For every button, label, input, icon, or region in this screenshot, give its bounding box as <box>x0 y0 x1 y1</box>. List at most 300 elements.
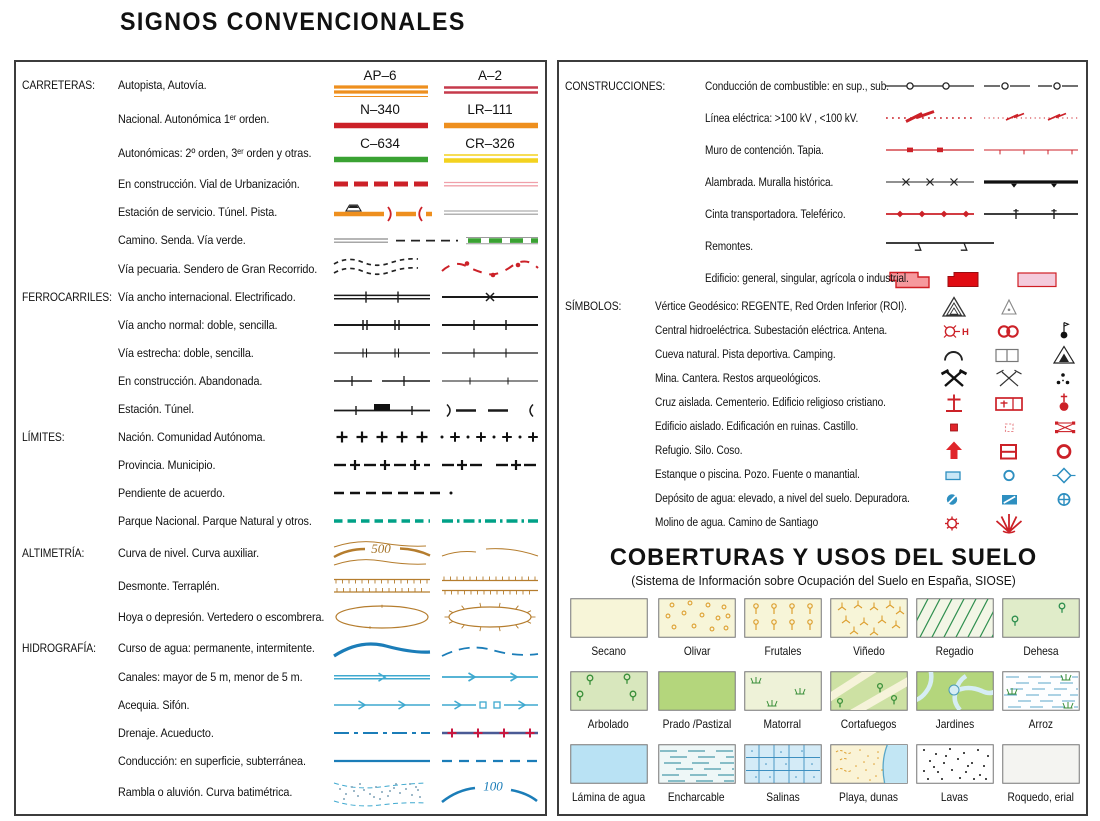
label-cell <box>118 203 330 221</box>
con-wall-icon <box>882 135 1082 165</box>
hyd-watercourse-icon <box>330 633 542 663</box>
roads-motorway-icon <box>330 68 542 102</box>
symbol-cell <box>330 367 542 395</box>
section-label: FERROCARRILES: <box>22 290 112 304</box>
legend-label: Refugio. Silo. Coso. <box>655 443 743 457</box>
legend-row <box>22 601 543 633</box>
hyd-ditch-icon <box>330 691 542 719</box>
label-cell <box>118 344 330 362</box>
legend-row <box>22 254 543 283</box>
lc-lamina-icon <box>570 744 648 784</box>
label-cell <box>118 696 330 714</box>
legend-label: Cueva natural. Pista deportiva. Camping. <box>655 347 836 361</box>
legend-row <box>22 775 543 809</box>
swatch-cell <box>744 671 822 716</box>
symbol-cell <box>882 231 1082 261</box>
swatch-label: Lámina de agua <box>571 791 646 804</box>
limit-province-icon <box>330 451 542 479</box>
landcover-item <box>657 671 736 731</box>
rail-intl-icon <box>330 283 542 311</box>
lc-matorral-icon <box>744 671 822 711</box>
swatch-label: Dehesa <box>1022 645 1059 658</box>
lc-cortafuegos-icon <box>830 671 908 711</box>
legend-label: Edificio: general, singular, agrícola o industrial. <box>705 271 909 285</box>
sy-geodesic-icon <box>924 295 1082 318</box>
con-conveyor-icon <box>882 199 1082 229</box>
label-cell <box>705 141 882 159</box>
symbol-cell <box>330 170 542 198</box>
roads-path-greenway-icon <box>330 226 542 254</box>
symbol-text: LR–111 <box>467 102 513 117</box>
legend-label: Muro de contención. Tapia. <box>705 143 824 157</box>
sy-watertank-icon <box>924 487 1082 510</box>
symbol-cell <box>330 136 542 170</box>
legend-label: Autonómicas: 2º orden, 3ᵉʳ orden y otras. <box>118 146 312 160</box>
label-cell <box>655 321 924 339</box>
legend-label: Parque Nacional. Parque Natural y otros. <box>118 514 312 528</box>
swatch-cell <box>830 744 908 789</box>
legend-label: Mina. Cantera. Restos arqueológicos. <box>655 371 821 385</box>
symbol-text: A–2 <box>477 68 503 83</box>
symbol-cell <box>882 199 1082 229</box>
legend-row <box>565 102 1082 134</box>
legend-label: Camino. Senda. Vía verde. <box>118 233 246 247</box>
legend-row <box>22 663 543 691</box>
symbol-text: C–634 <box>360 136 400 151</box>
section-label: CARRETERAS: <box>22 78 95 92</box>
symbol-cell <box>882 167 1082 197</box>
swatch-cell <box>658 598 736 643</box>
label-cell <box>655 369 924 387</box>
sy-watermill-icon <box>924 511 1082 534</box>
sy-pond-icon <box>924 463 1082 486</box>
legend-row <box>22 571 543 601</box>
label-cell <box>118 639 330 657</box>
legend-row <box>565 262 1082 294</box>
swatch-label: Encharcable <box>668 791 725 804</box>
legend-label: Vía pecuaria. Sendero de Gran Recorrido. <box>118 261 318 276</box>
con-buildings-icon <box>882 263 1082 293</box>
label-cell <box>118 668 330 686</box>
symbol-cell <box>330 283 542 311</box>
label-cell <box>655 513 924 531</box>
sy-cross-icon <box>924 391 1082 414</box>
legend-label: Línea eléctrica: >100 kV , <100 kV. <box>705 111 859 125</box>
symbol-cell <box>924 511 1082 534</box>
con-power-icon <box>882 103 1082 133</box>
landcover-item <box>567 598 650 658</box>
symbol-cell <box>882 135 1082 165</box>
swatch-label: Frutales <box>764 645 802 658</box>
rail-narrow-icon <box>330 339 542 367</box>
label-cell <box>118 544 330 562</box>
symbol-cell <box>882 103 1082 133</box>
label-cell <box>118 260 330 278</box>
legend-label: Curso de agua: permanente, intermitente. <box>118 641 315 655</box>
legend-label: Provincia. Municipio. <box>118 458 216 472</box>
symbol-cell <box>330 339 542 367</box>
lc-playa-icon <box>830 744 908 784</box>
symbol-text: AP–6 <box>363 68 397 83</box>
lc-roquedo-icon <box>1002 744 1080 784</box>
rail-normal-icon <box>330 311 542 339</box>
lc-lavas-icon <box>916 744 994 784</box>
limit-park-icon <box>330 507 542 535</box>
lc-secano-icon <box>570 598 648 638</box>
landcover-item <box>567 671 650 731</box>
legend-label: Molino de agua. Camino de Santiago <box>655 515 819 529</box>
label-cell <box>118 110 330 128</box>
category-cell <box>22 544 118 562</box>
legend-label: Remontes. <box>705 239 754 253</box>
sy-refuge-icon <box>924 439 1082 462</box>
legend-label: Hoya o depresión. Vertedero o escombrera. <box>118 610 325 624</box>
symbol-cell <box>330 68 542 102</box>
legend-row <box>22 451 543 479</box>
rail-station-tunnel-icon <box>330 395 542 423</box>
landcover-item <box>1001 598 1080 658</box>
lc-regadio-icon <box>916 598 994 638</box>
landcover-item <box>657 744 736 804</box>
label-cell <box>118 512 330 530</box>
symbol-text: CR–326 <box>465 136 515 151</box>
legend-row <box>22 226 543 254</box>
label-cell <box>705 173 882 191</box>
alt-contour-icon <box>330 535 542 571</box>
legend-row <box>565 366 1082 390</box>
legend-label: Canales: mayor de 5 m, menor de 5 m. <box>118 670 303 684</box>
legend-row <box>565 486 1082 510</box>
label-cell <box>655 393 924 411</box>
label-cell <box>118 175 330 193</box>
symbol-cell <box>330 226 542 254</box>
swatch-cell <box>744 744 822 789</box>
symbol-cell <box>924 367 1082 390</box>
lc-olivar-icon <box>658 598 736 638</box>
symbol-cell <box>330 311 542 339</box>
con-fence-icon <box>882 167 1082 197</box>
section-label: HIDROGRAFÍA: <box>22 641 96 655</box>
legend-row <box>565 166 1082 198</box>
sy-mine-icon <box>924 367 1082 390</box>
legend-row <box>22 68 543 102</box>
symbol-cell <box>330 663 542 691</box>
category-cell <box>22 428 118 446</box>
legend-row <box>565 390 1082 414</box>
label-cell <box>655 441 924 459</box>
legend-label: Estación. Túnel. <box>118 402 194 416</box>
legend-row <box>565 510 1082 534</box>
landcover-item <box>743 744 822 804</box>
symbol-cell <box>330 719 542 747</box>
landcover-item <box>743 671 822 731</box>
label-cell <box>118 577 330 595</box>
legend-row <box>22 136 543 170</box>
lc-salinas-icon <box>744 744 822 784</box>
label-cell <box>118 231 330 249</box>
landcover-grid <box>565 592 1082 804</box>
landcover-item <box>915 744 994 804</box>
legend-row <box>22 102 543 136</box>
symbol-cell <box>924 439 1082 462</box>
swatch-label: Regadio <box>935 645 974 658</box>
legend-row <box>565 134 1082 166</box>
legend-row <box>22 719 543 747</box>
swatch-cell <box>1002 598 1080 643</box>
symbol-cell <box>330 395 542 423</box>
swatch-cell <box>1002 671 1080 716</box>
legend-label: Estanque o piscina. Pozo. Fuente o manantial. <box>655 467 860 481</box>
symbol-cell <box>330 479 542 507</box>
section-label: ALTIMETRÍA: <box>22 546 85 560</box>
legend-label: Nación. Comunidad Autónoma. <box>118 430 266 444</box>
category-cell <box>22 76 118 94</box>
roads-livestock-gr-icon <box>330 254 542 283</box>
landcover-item <box>915 671 994 731</box>
lc-jardines-icon <box>916 671 994 711</box>
swatch-cell <box>1002 744 1080 789</box>
legend-row <box>22 479 543 507</box>
hyd-canals-icon <box>330 663 542 691</box>
symbol-cell <box>330 102 542 136</box>
label-cell <box>118 400 330 418</box>
legend-row <box>22 198 543 226</box>
symbol-cell <box>330 747 542 775</box>
landcover-subtitle: (Sistema de Información sobre Ocupación del Suelo en España, SIOSE) <box>631 574 1016 588</box>
legend-row <box>22 283 543 311</box>
symbol-text: N–340 <box>360 102 400 117</box>
symbol-cell <box>924 415 1082 438</box>
swatch-cell <box>744 598 822 643</box>
swatch-cell <box>916 598 994 643</box>
lc-prado-icon <box>658 671 736 711</box>
page-title: SIGNOS CONVENCIONALES <box>120 8 466 36</box>
label-cell <box>118 144 330 162</box>
con-skilift-icon <box>882 231 1082 261</box>
legend-label: Vía ancho internacional. Electrificado. <box>118 290 296 304</box>
legend-label: En construcción. Abandonada. <box>118 374 263 388</box>
symbol-cell <box>330 507 542 535</box>
lc-arbolado-icon <box>570 671 648 711</box>
legend-row <box>22 535 543 571</box>
legend-row <box>22 170 543 198</box>
hydro-h-label: H <box>962 326 969 338</box>
symbol-cell <box>330 423 542 451</box>
category-cell <box>565 297 655 315</box>
legend-row <box>22 507 543 535</box>
swatch-label: Jardines <box>935 718 974 731</box>
label-cell <box>655 417 924 435</box>
symbol-cell <box>924 487 1082 510</box>
label-cell <box>118 608 330 626</box>
label-cell <box>705 269 909 287</box>
symbol-cell <box>924 391 1082 414</box>
lc-frutales-icon <box>744 598 822 638</box>
hyd-conduction-icon <box>330 747 542 775</box>
landcover-item <box>743 598 822 658</box>
legend-label: Nacional. Autonómica 1ᵉʳ orden. <box>118 112 270 126</box>
legend-row <box>565 414 1082 438</box>
label-cell <box>118 76 330 94</box>
landcover-item <box>657 598 736 658</box>
roads-national-icon <box>330 102 542 136</box>
swatch-label: Olivar <box>683 645 710 658</box>
swatch-label: Lavas <box>940 791 969 804</box>
symbol-text: 500 <box>371 541 391 556</box>
symbol-cell <box>330 571 542 601</box>
symbol-cell <box>330 535 542 571</box>
swatch-label: Prado /Pastizal <box>662 718 731 731</box>
swatch-cell <box>658 744 736 789</box>
swatch-cell <box>570 671 648 716</box>
legend-row <box>565 70 1082 102</box>
swatch-label: Roquedo, erial <box>1007 791 1074 804</box>
roads-service-tunnel-icon <box>330 198 542 226</box>
landcover-item <box>1001 744 1080 804</box>
con-fuel-icon <box>882 71 1082 101</box>
swatch-label: Arroz <box>1028 718 1053 731</box>
swatch-label: Matorral <box>763 718 802 731</box>
legend-label: Conducción: en superficie, subterránea. <box>118 754 306 768</box>
legend-label: Conducción de combustible: en sup., sub. <box>705 79 889 93</box>
hyd-wash-icon <box>330 775 542 809</box>
landcover-item <box>829 671 908 731</box>
swatch-cell <box>570 744 648 789</box>
legend-label: Edificio aislado. Edificación en ruinas. Castillo. <box>655 419 859 433</box>
legend-row <box>565 230 1082 262</box>
label-cell <box>118 752 330 770</box>
label-cell <box>705 109 882 127</box>
legend-label: Alambrada. Muralla histórica. <box>705 175 834 189</box>
swatch-cell <box>570 598 648 643</box>
landcover-item <box>829 598 908 658</box>
roads-regional-icon <box>330 136 542 170</box>
legend-label: Desmonte. Terraplén. <box>118 579 220 593</box>
label-cell <box>118 316 330 334</box>
left-panel <box>14 60 547 816</box>
legend-label: Cruz aislada. Cementerio. Edificio religioso cristiano. <box>655 395 886 409</box>
symbol-cell <box>882 71 1082 101</box>
category-cell <box>22 288 118 306</box>
legend-row <box>565 342 1082 366</box>
sy-hydro-icon <box>924 319 1082 342</box>
symbol-cell <box>882 263 1082 293</box>
legend-label: Depósito de agua: elevado, a nivel del suelo. Depuradora. <box>655 491 910 505</box>
swatch-label: Salinas <box>765 791 800 804</box>
legend-label: Curva de nivel. Curva auxiliar. <box>118 546 260 560</box>
label-cell <box>705 237 882 255</box>
legend-label: En construcción. Vial de Urbanización. <box>118 177 300 191</box>
section-label: CONSTRUCCIONES: <box>565 79 666 93</box>
legend-label: Vértice Geodésico: REGENTE, Red Orden Inferior (ROI). <box>655 299 907 313</box>
symbol-cell <box>330 254 542 283</box>
legend-label: Estación de servicio. Túnel. Pista. <box>118 205 278 219</box>
lc-vinedo-icon <box>830 598 908 638</box>
swatch-cell <box>916 671 994 716</box>
label-cell <box>655 465 924 483</box>
legend-label: Vía estrecha: doble, sencilla. <box>118 346 254 360</box>
swatch-label: Cortafuegos <box>840 718 897 731</box>
legend-label: Rambla o aluvión. Curva batimétrica. <box>118 785 293 799</box>
landcover-item <box>829 744 908 804</box>
legend-label: Central hidroeléctrica. Subestación eléctrica. Antena. <box>655 323 888 337</box>
symbol-cell <box>924 319 1082 342</box>
legend-label: Acequia. Sifón. <box>118 698 190 712</box>
section-label: LÍMITES: <box>22 430 65 444</box>
label-cell <box>118 724 330 742</box>
label-cell <box>655 297 924 315</box>
swatch-label: Viñedo <box>852 645 885 658</box>
swatch-cell <box>830 598 908 643</box>
legend-row <box>565 198 1082 230</box>
landcover-title: COBERTURAS Y USOS DEL SUELO <box>609 544 1038 571</box>
symbol-text: 100 <box>483 778 503 794</box>
rail-construction-icon <box>330 367 542 395</box>
label-cell <box>118 783 330 801</box>
label-cell <box>118 372 330 390</box>
legend-row <box>22 691 543 719</box>
section-label: SÍMBOLOS: <box>565 299 622 313</box>
label-cell <box>655 345 924 363</box>
swatch-cell <box>916 744 994 789</box>
legend-row <box>22 395 543 423</box>
label-cell <box>705 77 889 95</box>
legend-row <box>565 294 1082 318</box>
symbol-cell <box>330 198 542 226</box>
label-cell <box>118 484 330 502</box>
legend-row <box>22 747 543 775</box>
limit-nation-icon <box>330 423 542 451</box>
legend-label: Pendiente de acuerdo. <box>118 486 226 500</box>
legend-label: Vía ancho normal: doble, sencilla. <box>118 318 278 332</box>
category-cell <box>565 77 705 95</box>
label-cell <box>118 428 330 446</box>
swatch-cell <box>830 671 908 716</box>
swatch-label: Playa, dunas <box>839 791 899 804</box>
landcover-item <box>915 598 994 658</box>
hyd-drain-icon <box>330 719 542 747</box>
alt-cutfill-icon <box>330 571 542 601</box>
legend-row <box>22 423 543 451</box>
lc-arroz-icon <box>1002 671 1080 711</box>
label-cell <box>655 489 924 507</box>
lc-dehesa-icon <box>1002 598 1080 638</box>
symbol-cell <box>330 633 542 663</box>
legend-row <box>22 339 543 367</box>
swatch-label: Secano <box>591 645 626 658</box>
category-cell <box>22 639 118 657</box>
label-cell <box>118 288 330 306</box>
legend-row <box>565 318 1082 342</box>
right-panel <box>557 60 1088 816</box>
landcover-item <box>1001 671 1080 731</box>
legend-row <box>22 311 543 339</box>
swatch-cell <box>658 671 736 716</box>
legend-label: Drenaje. Acueducto. <box>118 726 214 740</box>
legend-row <box>22 367 543 395</box>
symbol-cell <box>330 691 542 719</box>
legend-row <box>22 633 543 663</box>
landcover-item <box>567 744 650 804</box>
symbol-cell <box>330 451 542 479</box>
roads-construction-icon <box>330 170 542 198</box>
lc-encharcable-icon <box>658 744 736 784</box>
limit-pending-icon <box>330 479 542 507</box>
symbol-cell <box>330 775 542 809</box>
legend-label: Autopista, Autovía. <box>118 78 207 92</box>
legend-row <box>565 462 1082 486</box>
label-cell <box>118 456 330 474</box>
